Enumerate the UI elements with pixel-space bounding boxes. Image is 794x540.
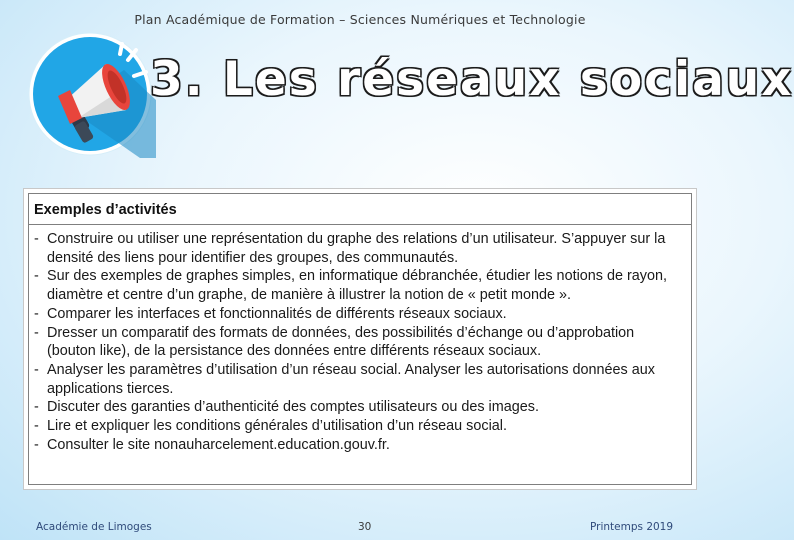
list-item: - Analyser les paramètres d’utilisation d’un réseau social. Analyser les autorisations données aux applications tierces. [34, 361, 685, 398]
activities-box [23, 188, 697, 490]
footer-academy: Académie de Limoges [36, 521, 152, 533]
list-item: - Discuter des garanties d’authenticité des comptes utilisateurs ou des images. [34, 398, 685, 417]
page-number: 30 [358, 521, 372, 533]
activities-box-frame [28, 193, 692, 485]
slide-title: 3. Les réseaux sociaux [150, 52, 794, 107]
list-item: - Comparer les interfaces et fonctionnalités de différents réseaux sociaux. [34, 305, 685, 324]
activities-heading: Exemples d’activités [29, 194, 691, 225]
list-item: - Construire ou utiliser une représentation du graphe des relations d’un utilisateur. S’appuyer sur la densité des liens pour identifier des groupes, des communautés. [34, 230, 685, 267]
list-item: - Sur des exemples de graphes simples, en informatique débranchée, étudier les notions de rayon, diamètre et centre d’un graphe, de manière à illustrer la notion de « petit monde ». [34, 267, 685, 304]
megaphone-icon [28, 30, 156, 158]
activities-list [29, 225, 691, 454]
list-item: - Dresser un comparatif des formats de données, des possibilités d’échange ou d’approbation (bouton like), de la persistance des données entre différents réseaux sociaux. [34, 324, 685, 361]
slide-header: Plan Académique de Formation – Sciences Numériques et Technologie [134, 12, 586, 27]
footer-date: Printemps 2019 [590, 521, 674, 533]
list-item: - Consulter le site nonauharcelement.education.gouv.fr. [34, 436, 685, 455]
list-item: - Lire et expliquer les conditions générales d’utilisation d’un réseau social. [34, 417, 685, 436]
